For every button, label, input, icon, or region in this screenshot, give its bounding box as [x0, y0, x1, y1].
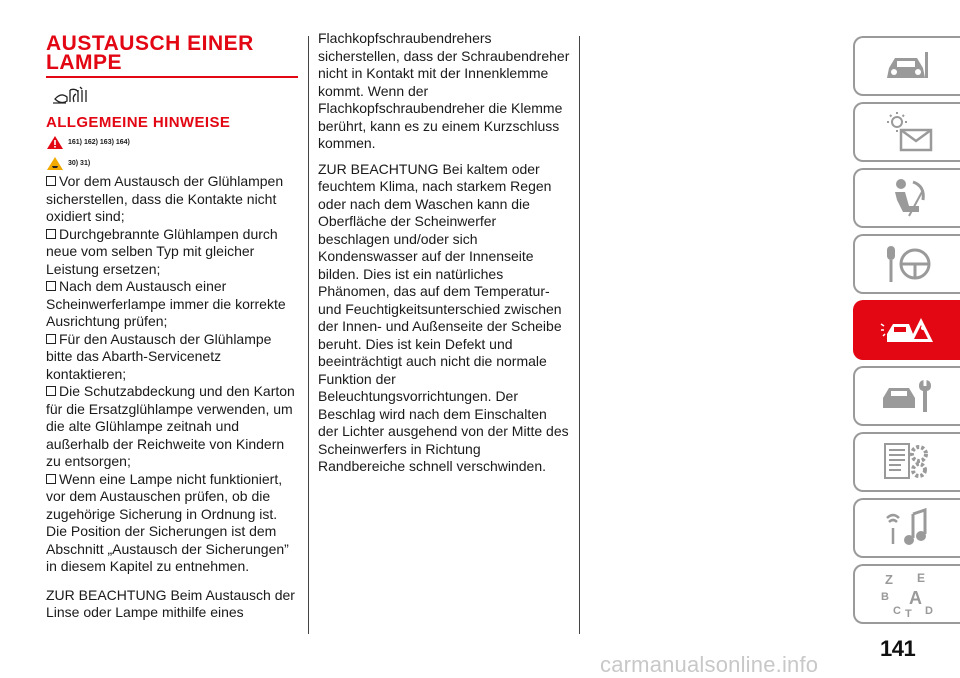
svg-text:A: A — [908, 588, 922, 608]
warning-ref-numbers: 161) 162) 163) 164) — [68, 139, 130, 146]
tab-warning-lights[interactable] — [853, 102, 960, 162]
car-maintenance-wrench-icon — [879, 374, 937, 418]
middle-column — [318, 30, 570, 476]
page-title: AUSTAUSCH EINER LAMPE — [46, 32, 254, 74]
column-divider-right — [579, 36, 580, 634]
bullet-square-icon — [46, 334, 56, 344]
emergency-breakdown-icon — [879, 308, 937, 352]
note-lens-replacement: ZUR BEACHTUNG Beim Austausch der Linse oder Lampe mithilfe eines — [46, 586, 295, 620]
headlamp-bulb-icon — [52, 84, 92, 108]
caution-triangle-icon — [46, 156, 64, 171]
warning-reference — [46, 135, 298, 150]
column-divider-left — [308, 36, 309, 634]
warning-lights-envelope-icon — [879, 110, 937, 154]
tab-safety[interactable] — [853, 168, 960, 228]
note-condensation: ZUR BEACHTUNG Bei kaltem oder feuchtem Klima, nach starkem Regen oder nach dem Waschen kann die Oberfläche der Scheinwerfer beschlagen und/oder sich Kondenswasser auf der Innenseite bilden. Dies ist ein natürliches Phänomen, das auf dem Temperatur- und Feuchtigkeitsunterschied zwischen der Innen- und Außenseite der Scheibe beruht. Dies ist kein Defekt und beeinträchtigt auch nicht die normale Funktion der Beleuchtungsvorrichtungen. Der Beschlag wird nach dem Einschalten der Lichter ausgehend von der Mitte des Scheinwerfers in Richtung Randbereiche schnell verschwinden. — [318, 160, 569, 474]
watermark-text: carmanualsonline.info — [600, 652, 819, 677]
multimedia-music-icon — [879, 506, 937, 550]
bullet-square-icon — [46, 176, 56, 186]
svg-text:B: B — [880, 591, 889, 603]
bullet-square-icon — [46, 281, 56, 291]
caution-reference — [46, 156, 298, 171]
bullet-4: Für den Austausch der Glühlampe bitte das Abarth-Servicenetz kontaktieren; — [46, 330, 272, 382]
bullet-square-icon — [46, 229, 56, 239]
seat-airbag-icon — [879, 176, 937, 220]
svg-text:D: D — [924, 605, 933, 617]
tab-emergency[interactable] — [853, 300, 960, 360]
section-subtitle: ALLGEMEINE HINWEISE — [46, 114, 231, 131]
svg-text:T: T — [904, 608, 912, 618]
page-number: 141 — [880, 636, 916, 661]
svg-text:E: E — [916, 571, 925, 585]
bullet-2: Durchgebrannte Glühlampen durch neue vom selben Typ mit gleicher Leistung ersetzen; — [46, 225, 278, 277]
bullet-3: Nach dem Austausch einer Scheinwerferlampe immer die korrekte Ausrichtung prüfen; — [46, 278, 286, 329]
tab-maintenance[interactable] — [853, 366, 960, 426]
bullet-6: Wenn eine Lampe nicht funktioniert, vor dem Austauschen prüfen, ob die zugehörige Sicherung in Ordnung ist. Die Position der Sicherungen ist dem Abschnitt „Austausch der Sicherungen” in diesem Kapitel zu entnehmen. — [46, 470, 289, 574]
bullet-square-icon — [46, 386, 56, 396]
key-steering-wheel-icon — [879, 242, 937, 286]
technical-data-gears-icon — [879, 440, 937, 484]
tab-index[interactable] — [853, 564, 960, 624]
note-lens-replacement-continued: Flachkopfschraubendrehers sicherstellen, dass der Schraubendreher nicht in Kontakt mit der Innenklemme kommt. Wenn der Flachkopfschraubendreher die Klemme berührt, kann es zu einem Kurzschluss kommen. — [318, 30, 570, 151]
caution-ref-numbers: 30) 31) — [68, 160, 91, 167]
bullet-1: Vor dem Austausch der Glühlampen sicherstellen, dass die Kontakte nicht oxidiert sind; — [46, 173, 284, 224]
alphabetical-index-icon — [879, 570, 937, 618]
car-dashboard-icon — [879, 46, 937, 86]
bullet-square-icon — [46, 474, 56, 484]
svg-text:C: C — [892, 605, 901, 617]
warning-triangle-icon — [46, 135, 64, 150]
bullet-5: Die Schutzabdeckung und den Karton für die Ersatzglühlampe verwenden, um die alte Glühlampe zeitnah und außerhalb der Reichweite von Kindern zu entsorgen; — [46, 383, 295, 469]
chapter-tabs — [853, 36, 960, 630]
left-column — [46, 30, 298, 622]
tab-dashboard[interactable] — [853, 36, 960, 96]
tab-multimedia[interactable] — [853, 498, 960, 558]
tab-technical-data[interactable] — [853, 432, 960, 492]
tab-starting-driving[interactable] — [853, 234, 960, 294]
title-divider — [46, 76, 298, 78]
svg-text:Z: Z — [884, 572, 893, 587]
